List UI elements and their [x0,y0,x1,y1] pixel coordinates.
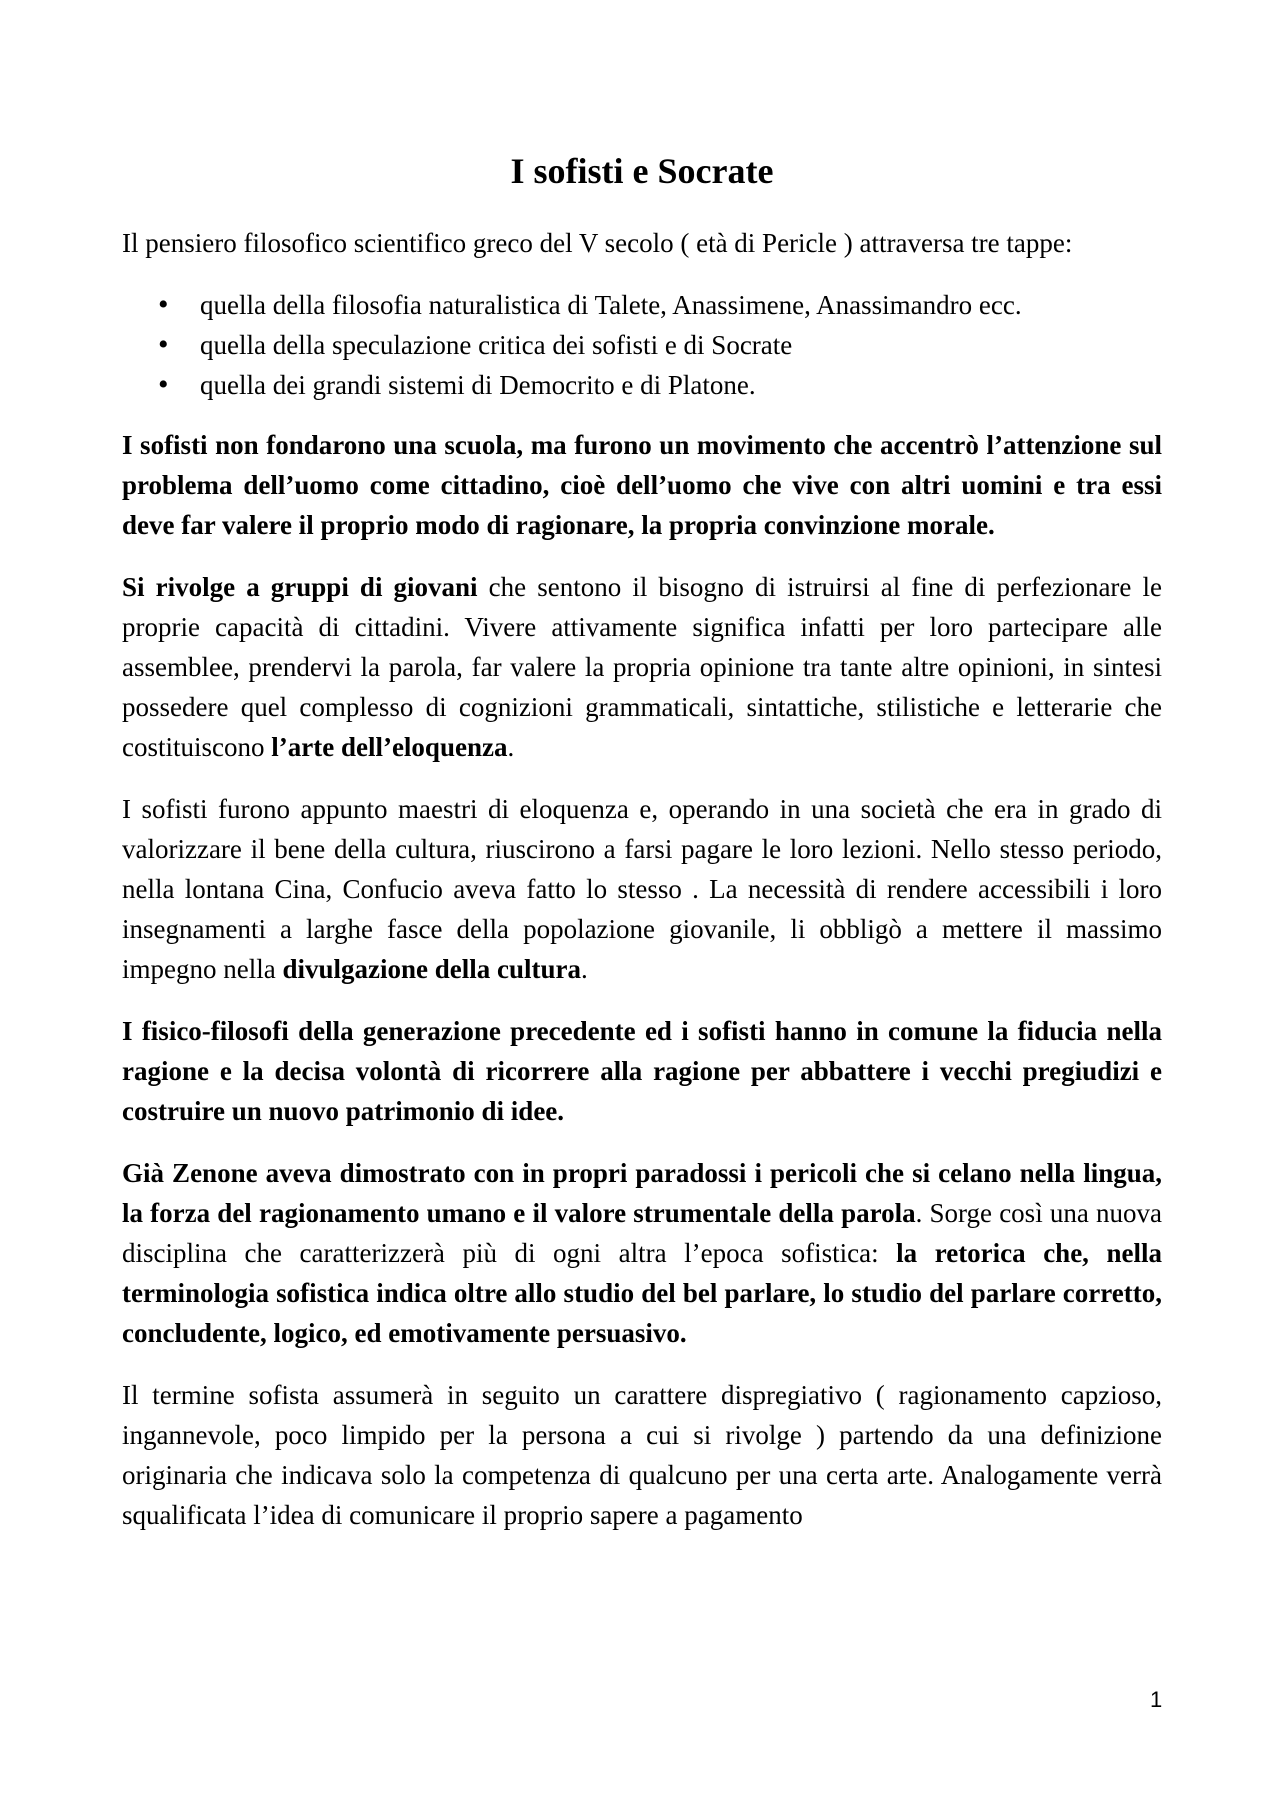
document-title: I sofisti e Socrate [510,151,774,191]
bold-text: l’arte dell’eloquenza [271,732,508,763]
bold-text: I fisico-filosofi della generazione precedente ed i sofisti hanno in comune la fiducia nella ragione e la decisa volontà di ricorrere alla ragione per abbattere i vecchi pregiudizi e costruire un nuovo patrimonio di idee. [122,1016,1162,1127]
page-number: 1 [1150,1687,1163,1712]
body-text: . [581,954,588,985]
list-item: • quella della speculazione critica dei sofisti e di Socrate [122,325,1162,365]
paragraph-sofisti-movimento [122,425,1162,545]
paragraph-zenone-retorica [122,1153,1162,1353]
bold-text: Già Zenone aveva dimostrato con in propri paradossi i pericoli che si celano nella lingua, la forza del ragionamento umano e il valore strumentale della parola [122,1158,1162,1229]
bold-text: divulgazione della cultura [282,954,581,985]
bold-text: la retorica che, nella terminologia sofistica indica oltre allo studio del bel parlare, lo studio del parlare corretto, concludente, logico, ed emotivamente persuasivo. [122,1238,1162,1349]
bold-text: Si rivolge a gruppi di giovani [122,572,478,603]
intro-paragraph: Il pensiero filosofico scientifico greco del V secolo ( età di Pericle ) attraversa tre tappe: [122,228,1073,259]
body-text: I sofisti furono appunto maestri di eloquenza e, operando in una società che era in grado di valorizzare il bene della cultura, riuscirono a farsi pagare le loro lezioni. Nello stesso periodo, nella lontana Cina, Confucio aveva fatto lo stesso . La necessità di rendere accessibili i loro insegnamenti a larghe fasce della popolazione giovanile, li obbligò a mettere il massimo impegno nella [122,794,1162,985]
body-text: . Sorge così una nuova disciplina che caratterizzerà più di ogni altra l’epoca sofistica: [122,1198,1162,1269]
stages-list [122,285,1162,405]
document-body [122,150,1162,1557]
list-item: • quella della filosofia naturalistica di Talete, Anassimene, Anassimandro ecc. [122,285,1162,325]
body-text: che sentono il bisogno di istruirsi al fine di perfezionare le proprie capacità di cittadini. Vivere attivamente significa infatti per loro partecipare alle assemblee, prendervi la parola, far valere la propria opinione tra tante altre opinioni, in sintesi possedere quel complesso di cognizioni grammaticali, sintattiche, stilistiche e letterarie che costituiscono [122,572,1162,763]
bold-text: I sofisti non fondarono una scuola, ma furono un movimento che accentrò l’attenzione sul problema dell’uomo come cittadino, cioè dell’uomo che vive con altri uomini e tra essi deve far valere il proprio modo di ragionare, la propria convinzione morale. [122,430,1162,541]
paragraph-termine-sofista: Il termine sofista assumerà in seguito un carattere dispregiativo ( ragionamento capzioso, ingannevole, poco limpido per la persona a cui si rivolge ) partendo da una definizione originaria che indicava solo la competenza di qualcuno per una certa arte. Analogamente verrà squalificata l’idea di comunicare il proprio sapere a pagamento [122,1380,1162,1531]
list-item: • quella dei grandi sistemi di Democrito e di Platone. [122,365,1162,405]
body-text: . [507,732,515,763]
paragraph-maestri-eloquenza [122,789,1162,989]
paragraph-fisico-filosofi [122,1011,1162,1131]
paragraph-giovani [122,567,1162,767]
